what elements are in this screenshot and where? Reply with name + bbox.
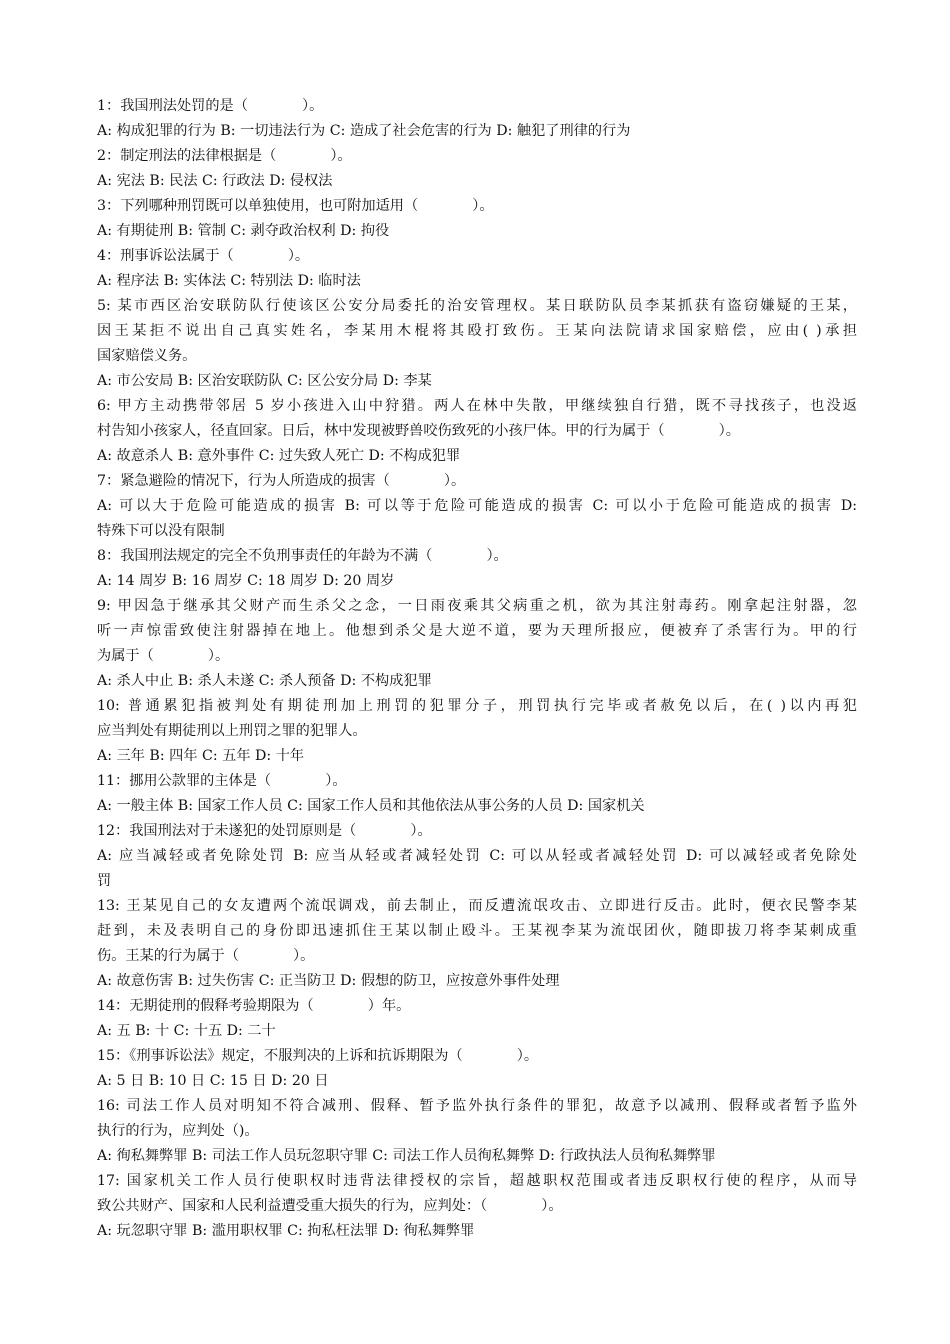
- document-body: [97, 94, 857, 1244]
- question-6-line-1: 6: 甲方主动携带邻居 5 岁小孩进入山中狩猎。两人在林中失散，甲继续独自行猎，既不寻找孩子，也没返: [97, 398, 857, 414]
- question-6-line-2: 村告知小孩家人，径直回家。日后，林中发现被野兽咬伤致死的小孩尸体。甲的行为属于（ ）。: [97, 423, 740, 439]
- question-15: 15：《刑事诉讼法》规定，不服判决的上诉和抗诉期限为（ ）。: [97, 1048, 539, 1064]
- options-16: A: 徇私舞弊罪 B: 司法工作人员玩忽职守罪 C: 司法工作人员徇私舞弊 D: 行政执法人员徇私舞弊罪: [97, 1148, 716, 1164]
- options-3: A: 有期徒刑 B: 管制 C: 剥夺政治权利 D: 拘役: [97, 223, 390, 239]
- options-9: A: 杀人中止 B: 杀人未遂 C: 杀人预备 D: 不构成犯罪: [97, 673, 432, 689]
- question-13-line-2: 赶到，未及表明自己的身份即迅速抓住王某以制止殴斗。王某视李某为流氓团伙，随即拔刀将李某刺成重: [97, 923, 857, 939]
- question-14: 14：无期徒刑的假释考验期限为（ ）年。: [97, 998, 411, 1014]
- question-13-line-1: 13: 王某见自己的女友遭两个流氓调戏，前去制止，而反遭流氓攻击、立即进行反击。此时，便衣民警李某: [97, 898, 857, 914]
- question-9-line-3: 为属于（ ）。: [97, 648, 230, 664]
- question-3: 3：下列哪种刑罚既可以单独使用，也可附加适用（ ）。: [97, 198, 494, 214]
- question-17-line-2: 致公共财产、国家和人民利益遭受重大损失的行为，应判处：（ ）。: [97, 1198, 563, 1214]
- question-8: 8：我国刑法规定的完全不负刑事责任的年龄为不满（ ）。: [97, 548, 508, 564]
- options-14: A: 五 B: 十 C: 十五 D: 二十: [97, 1023, 276, 1039]
- options-15: A: 5 日 B: 10 日 C: 15 日 D: 20 日: [97, 1073, 329, 1089]
- options-7-line-1: A: 可以大于危险可能造成的损害 B: 可以等于危险可能造成的损害 C: 可以小于危险可能造成的损害 D:: [97, 498, 857, 514]
- question-9-line-1: 9: 甲因急于继承其父财产而生杀父之念，一日雨夜乘其父病重之机，欲为其注射毒药。刚拿起注射器，忽: [97, 598, 857, 614]
- question-12: 12：我国刑法对于未遂犯的处罚原则是（ ）。: [97, 823, 432, 839]
- options-17: A: 玩忽职守罪 B: 滥用职权罪 C: 拘私枉法罪 D: 徇私舞弊罪: [97, 1223, 475, 1239]
- options-12-line-2: 罚: [97, 873, 112, 889]
- options-4: A: 程序法 B: 实体法 C: 特别法 D: 临时法: [97, 273, 361, 289]
- options-8: A: 14 周岁 B: 16 周岁 C: 18 周岁 D: 20 周岁: [97, 573, 395, 589]
- options-7-line-2: 特殊下可以没有限制: [97, 523, 225, 539]
- question-17-line-1: 17: 国家机关工作人员行使职权时违背法律授权的宗旨，超越职权范围或者违反职权行使的程序，从而导: [97, 1173, 857, 1189]
- options-12-line-1: A: 应当减轻或者免除处罚 B: 应当从轻或者减轻处罚 C: 可以从轻或者减轻处罚 D: 可以减轻或者免除处: [97, 848, 857, 864]
- question-5-line-1: 5: 某市西区治安联防队行使该区公安分局委托的治安管理权。某日联防队员李某抓获有盗窃嫌疑的王某，: [97, 298, 857, 314]
- question-5-line-3: 国家赔偿义务。: [97, 348, 197, 364]
- options-2: A: 宪法 B: 民法 C: 行政法 D: 侵权法: [97, 173, 333, 189]
- options-1: A: 构成犯罪的行为 B: 一切违法行为 C: 造成了社会危害的行为 D: 触犯了刑律的行为: [97, 123, 631, 139]
- options-5: A: 市公安局 B: 区治安联防队 C: 区公安分局 D: 李某: [97, 373, 432, 389]
- question-10-line-2: 应当判处有期徒刑以上刑罚之罪的犯罪人。: [97, 723, 367, 739]
- question-9-line-2: 听一声惊雷致使注射器掉在地上。他想到杀父是大逆不道，要为天理所报应，便被弃了杀害行为。甲的行: [97, 623, 857, 639]
- options-11: A: 一般主体 B: 国家工作人员 C: 国家工作人员和其他依法从事公务的人员 D: 国家机关: [97, 798, 645, 814]
- options-10: A: 三年 B: 四年 C: 五年 D: 十年: [97, 748, 305, 764]
- question-1: 1：我国刑法处罚的是（ ）。: [97, 98, 324, 114]
- question-13-line-3: 伤。王某的行为属于（ ）。: [97, 948, 315, 964]
- question-7: 7：紧急避险的情况下，行为人所造成的损害（ ）。: [97, 473, 466, 489]
- question-16-line-1: 16: 司法工作人员对明知不符合减刑、假释、暂予监外执行条件的罪犯，故意予以减刑、假释或者暂予监外: [97, 1098, 857, 1114]
- question-10-line-1: 10: 普通累犯指被判处有期徒刑加上刑罚的犯罪分子，刑罚执行完毕或者赦免以后，在( )以内再犯: [97, 698, 857, 714]
- question-4: 4：刑事诉讼法属于（ ）。: [97, 248, 310, 264]
- question-5-line-2: 因王某拒不说出自己真实姓名，李某用木棍将其殴打致伤。王某向法院请求国家赔偿，应由( )承担: [97, 323, 857, 339]
- question-11: 11：挪用公款罪的主体是（ ）。: [97, 773, 347, 789]
- question-2: 2：制定刑法的法律根据是（ ）。: [97, 148, 352, 164]
- options-13: A: 故意伤害 B: 过失伤害 C: 正当防卫 D: 假想的防卫，应按意外事件处理: [97, 973, 560, 989]
- options-6: A: 故意杀人 B: 意外事件 C: 过失致人死亡 D: 不构成犯罪: [97, 448, 461, 464]
- question-16-line-2: 执行的行为，应判处（)。: [97, 1123, 259, 1139]
